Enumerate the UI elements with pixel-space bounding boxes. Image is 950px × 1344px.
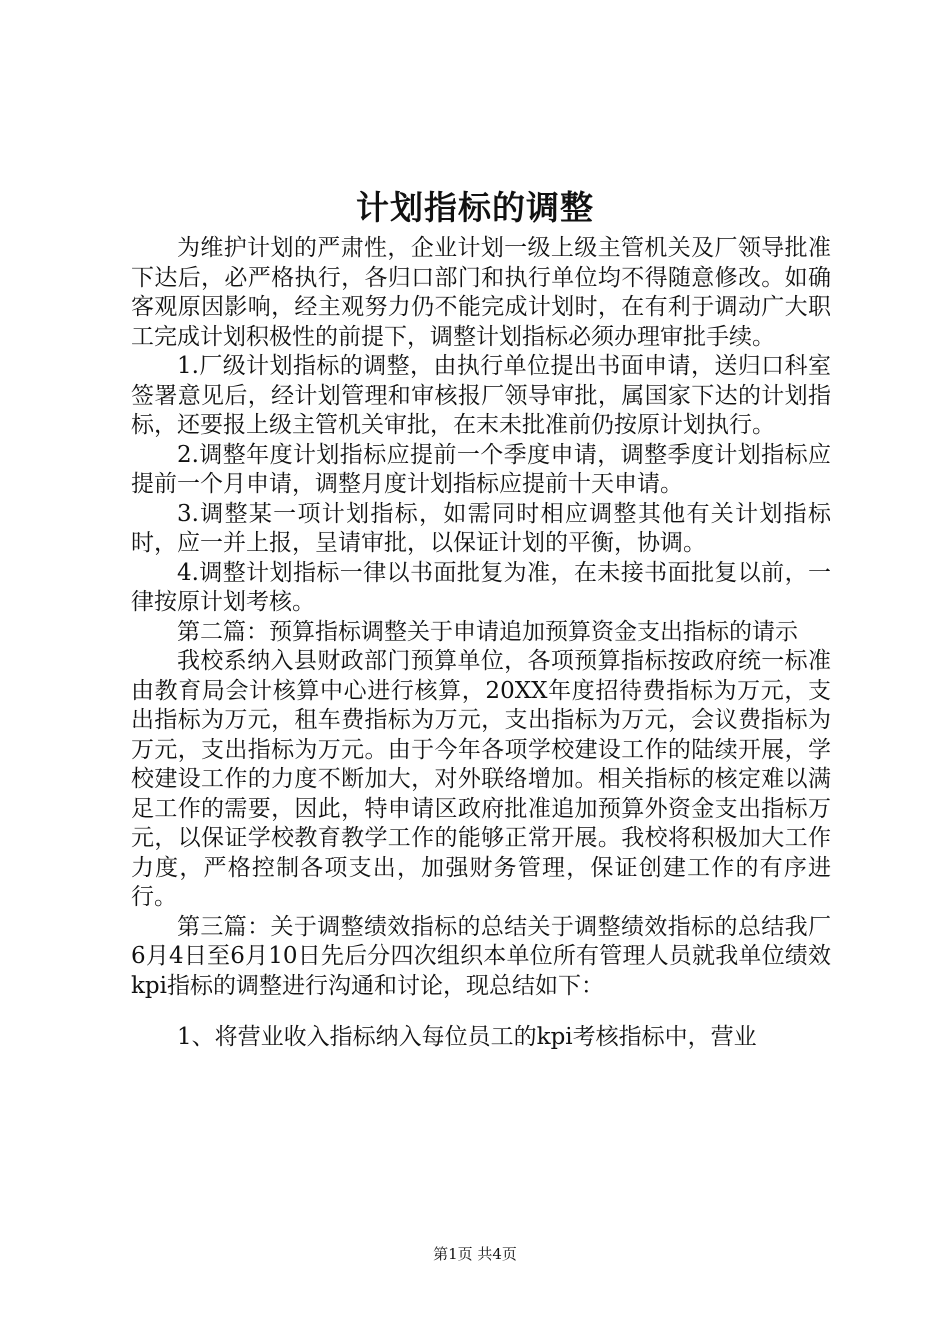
page-number: 第1页 共4页 <box>433 1245 517 1263</box>
paragraph-item-3: 3.调整某一项计划指标，如需同时相应调整其他有关计划指标时，应一并上报，呈请审批，以保证计划的平衡，协调。 <box>131 500 831 556</box>
paragraph-item-2: 2.调整年度计划指标应提前一个季度申请，调整季度计划指标应提前一个月申请，调整月度计划指标应提前十天申请。 <box>131 441 831 497</box>
paragraph-item-1: 1.厂级计划指标的调整，由执行单位提出书面申请，送归口科室签署意见后，经计划管理和审核报厂领导审批，属国家下达的计划指标，还要报上级主管机关审批，在末未批准前仍按原计划执行。 <box>131 353 831 438</box>
paragraph-section-3-item-1: 1、将营业收入指标纳入每位员工的kpi考核指标中，营业 <box>177 1024 757 1050</box>
document-title: 计划指标的调整 <box>356 188 594 227</box>
paragraph-section-2: 我校系纳入县财政部门预算单位，各项预算指标按政府统一标准由教育局会计核算中心进行核算，20XX年度招待费指标为万元，支出指标为万元，租车费指标为万元，支出指标为万元，会议费指标为万元，支出指标为万元。由于今年各项学校建设工作的陆续开展，学校建设工作的力度不断加大，对外联络增加。相关指标的核定难以满足工作的需要，因此，特申请区政府批准追加预算外资金支出指标万元，以保证学校教育教学工作的能够正常开展。我校将积极加大工作力度，严格控制各项支出，加强财务管理，保证创建工作的有序进行。 <box>131 648 831 910</box>
paragraph-item-4: 4.调整计划指标一律以书面批复为准，在未接书面批复以前，一律按原计划考核。 <box>131 559 831 615</box>
section-heading-2: 第二篇：预算指标调整关于申请追加预算资金支出指标的请示 <box>177 618 798 645</box>
section-heading-3: 第三篇：关于调整绩效指标的总结关于调整绩效指标的总结我厂6月4日至6月10日先后分四次组织本单位所有管理人员就我单位绩效kpi指标的调整进行沟通和讨论，现总结如下： <box>131 913 831 999</box>
paragraph-intro: 为维护计划的严肃性，企业计划一级上级主管机关及厂领导批准下达后，必严格执行，各归口部门和执行单位均不得随意修改。如确客观原因影响，经主观努力仍不能完成计划时，在有利于调动广大职工完成计划积极性的前提下，调整计划指标必须办理审批手续。 <box>131 235 831 350</box>
document-body <box>131 234 831 1053</box>
